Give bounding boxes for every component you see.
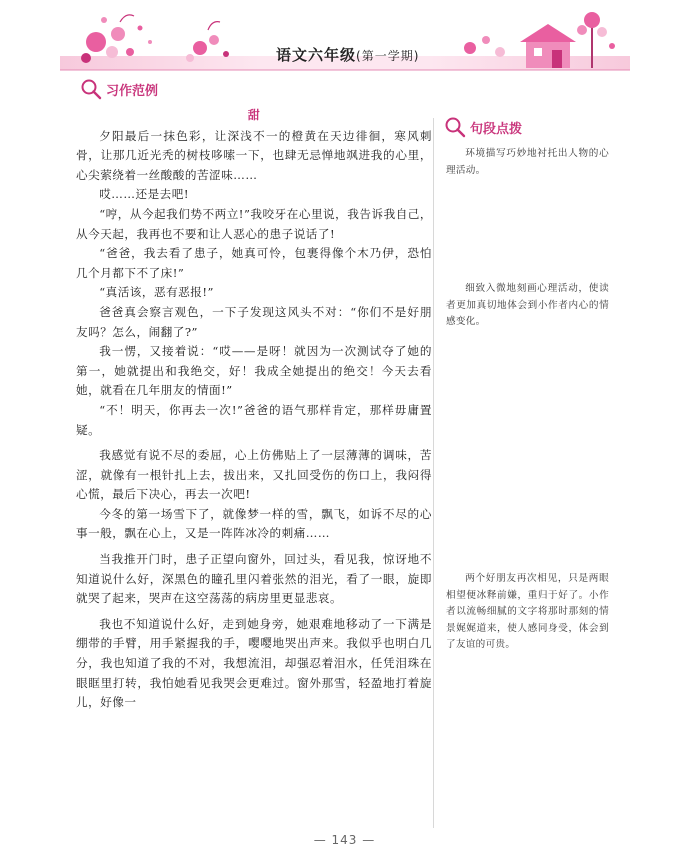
magnifier-icon: [444, 116, 466, 138]
essay-paragraph: 我感觉有说不尽的委屈，心上仿佛贴上了一层薄薄的调味，苦涩，就像有一根针扎上去，拔出来，又扎回受伤的伤口上，我闷得心慌，最后下决心，再去一次吧!: [76, 448, 432, 502]
page-number: — 143 —: [313, 833, 376, 847]
essay-paragraph: 我一愣，又接着说：“哎——是呀！就因为一次测试夺了她的第一，她就提出和我绝交，好！我成全她提出的绝交！今天去看她，就看在几年朋友的情面!”: [76, 344, 432, 398]
essay-body: [76, 106, 432, 713]
book-title-main: 语文六年级: [276, 46, 357, 64]
side-note-text: 两个好朋友再次相见，只是两眼相望便冰释前嫌，重归于好了。小作者以流畅细腻的文字将那时那刻的情景娓娓道来，使人感同身受，体会到了友谊的可贵。: [446, 573, 609, 651]
book-title-sub: (第一学期): [356, 49, 420, 63]
page-header: [0, 0, 689, 88]
side-note: [446, 146, 609, 179]
essay-paragraph: 夕阳最后一抹色彩，让深浅不一的橙黄在天边徘徊，寒风刺骨，让那几近光秃的树枝哆嗦一下，也肆无忌惮地飒进我的心里，心尖萦绕着一丝酸酸的苦涩味……: [76, 128, 432, 182]
side-note-text: 细致入微地刻画心理活动，使读者更加真切地体会到小作者内心的情感变化。: [446, 283, 609, 328]
section-heading-example: [80, 78, 158, 100]
section-heading-tips: [444, 116, 522, 138]
essay-paragraph: “不！明天，你再去一次!”爸爸的语气那样肯定，那样毋庸置疑。: [76, 402, 432, 437]
side-note: [446, 571, 609, 654]
essay-paragraph: 爸爸真会察言观色，一下子发现这风头不对：“你们不是好朋友吗？怎么，闹翻了?”: [76, 304, 432, 339]
essay-title: 甜: [247, 108, 261, 122]
essay-paragraph: “真活该，恶有恶报!”: [99, 285, 214, 300]
column-divider: [433, 118, 434, 828]
section-heading-example-label: 习作范例: [106, 83, 159, 99]
flower-decoration-icon: [81, 15, 229, 63]
side-note: [446, 281, 609, 331]
essay-paragraph: 当我推开门时，患子正望向窗外，回过头，看见我，惊讶地不知道说什么好，深黑色的瞳孔里闪着张然的泪光，看了一眼，旋即就哭了起来，哭声在这空荡荡的病房里更显悲哀。: [76, 552, 432, 606]
book-title: [276, 44, 419, 65]
magnifier-icon: [80, 78, 102, 100]
essay-paragraph: “哼，从今起我们势不两立!”我咬牙在心里说，我告诉我自己，从今天起，我再也不要和让人恶心的患子说话了!: [76, 206, 432, 241]
essay-paragraph: 我也不知道说什么好，走到她身旁，她艰难地移动了一下满是绷带的手臂，用手紧握我的手，嘤嘤地哭出声来。我似乎也明白几分，我也知道了我的不对，我想流泪，却强忍着泪水，任凭泪珠在眼眶里打转，我怕她看见我哭会更难过。窗外那雪，轻盈地打着旋儿，好像一: [76, 616, 432, 710]
essay-paragraph: 今冬的第一场雪下了，就像梦一样的雪，飘飞，如诉不尽的心事一般，飘在心上，又是一阵阵冰冷的刺痛……: [76, 506, 432, 541]
side-note-text: 环境描写巧妙地衬托出人物的心理活动。: [446, 148, 609, 176]
essay-paragraph: “爸爸，我去看了患子，她真可怜，包裹得像个木乃伊，恐怕几个月都下不了床!”: [76, 246, 432, 280]
essay-paragraph: 哎……还是去吧!: [99, 187, 190, 202]
section-heading-tips-label: 句段点拨: [470, 121, 523, 137]
